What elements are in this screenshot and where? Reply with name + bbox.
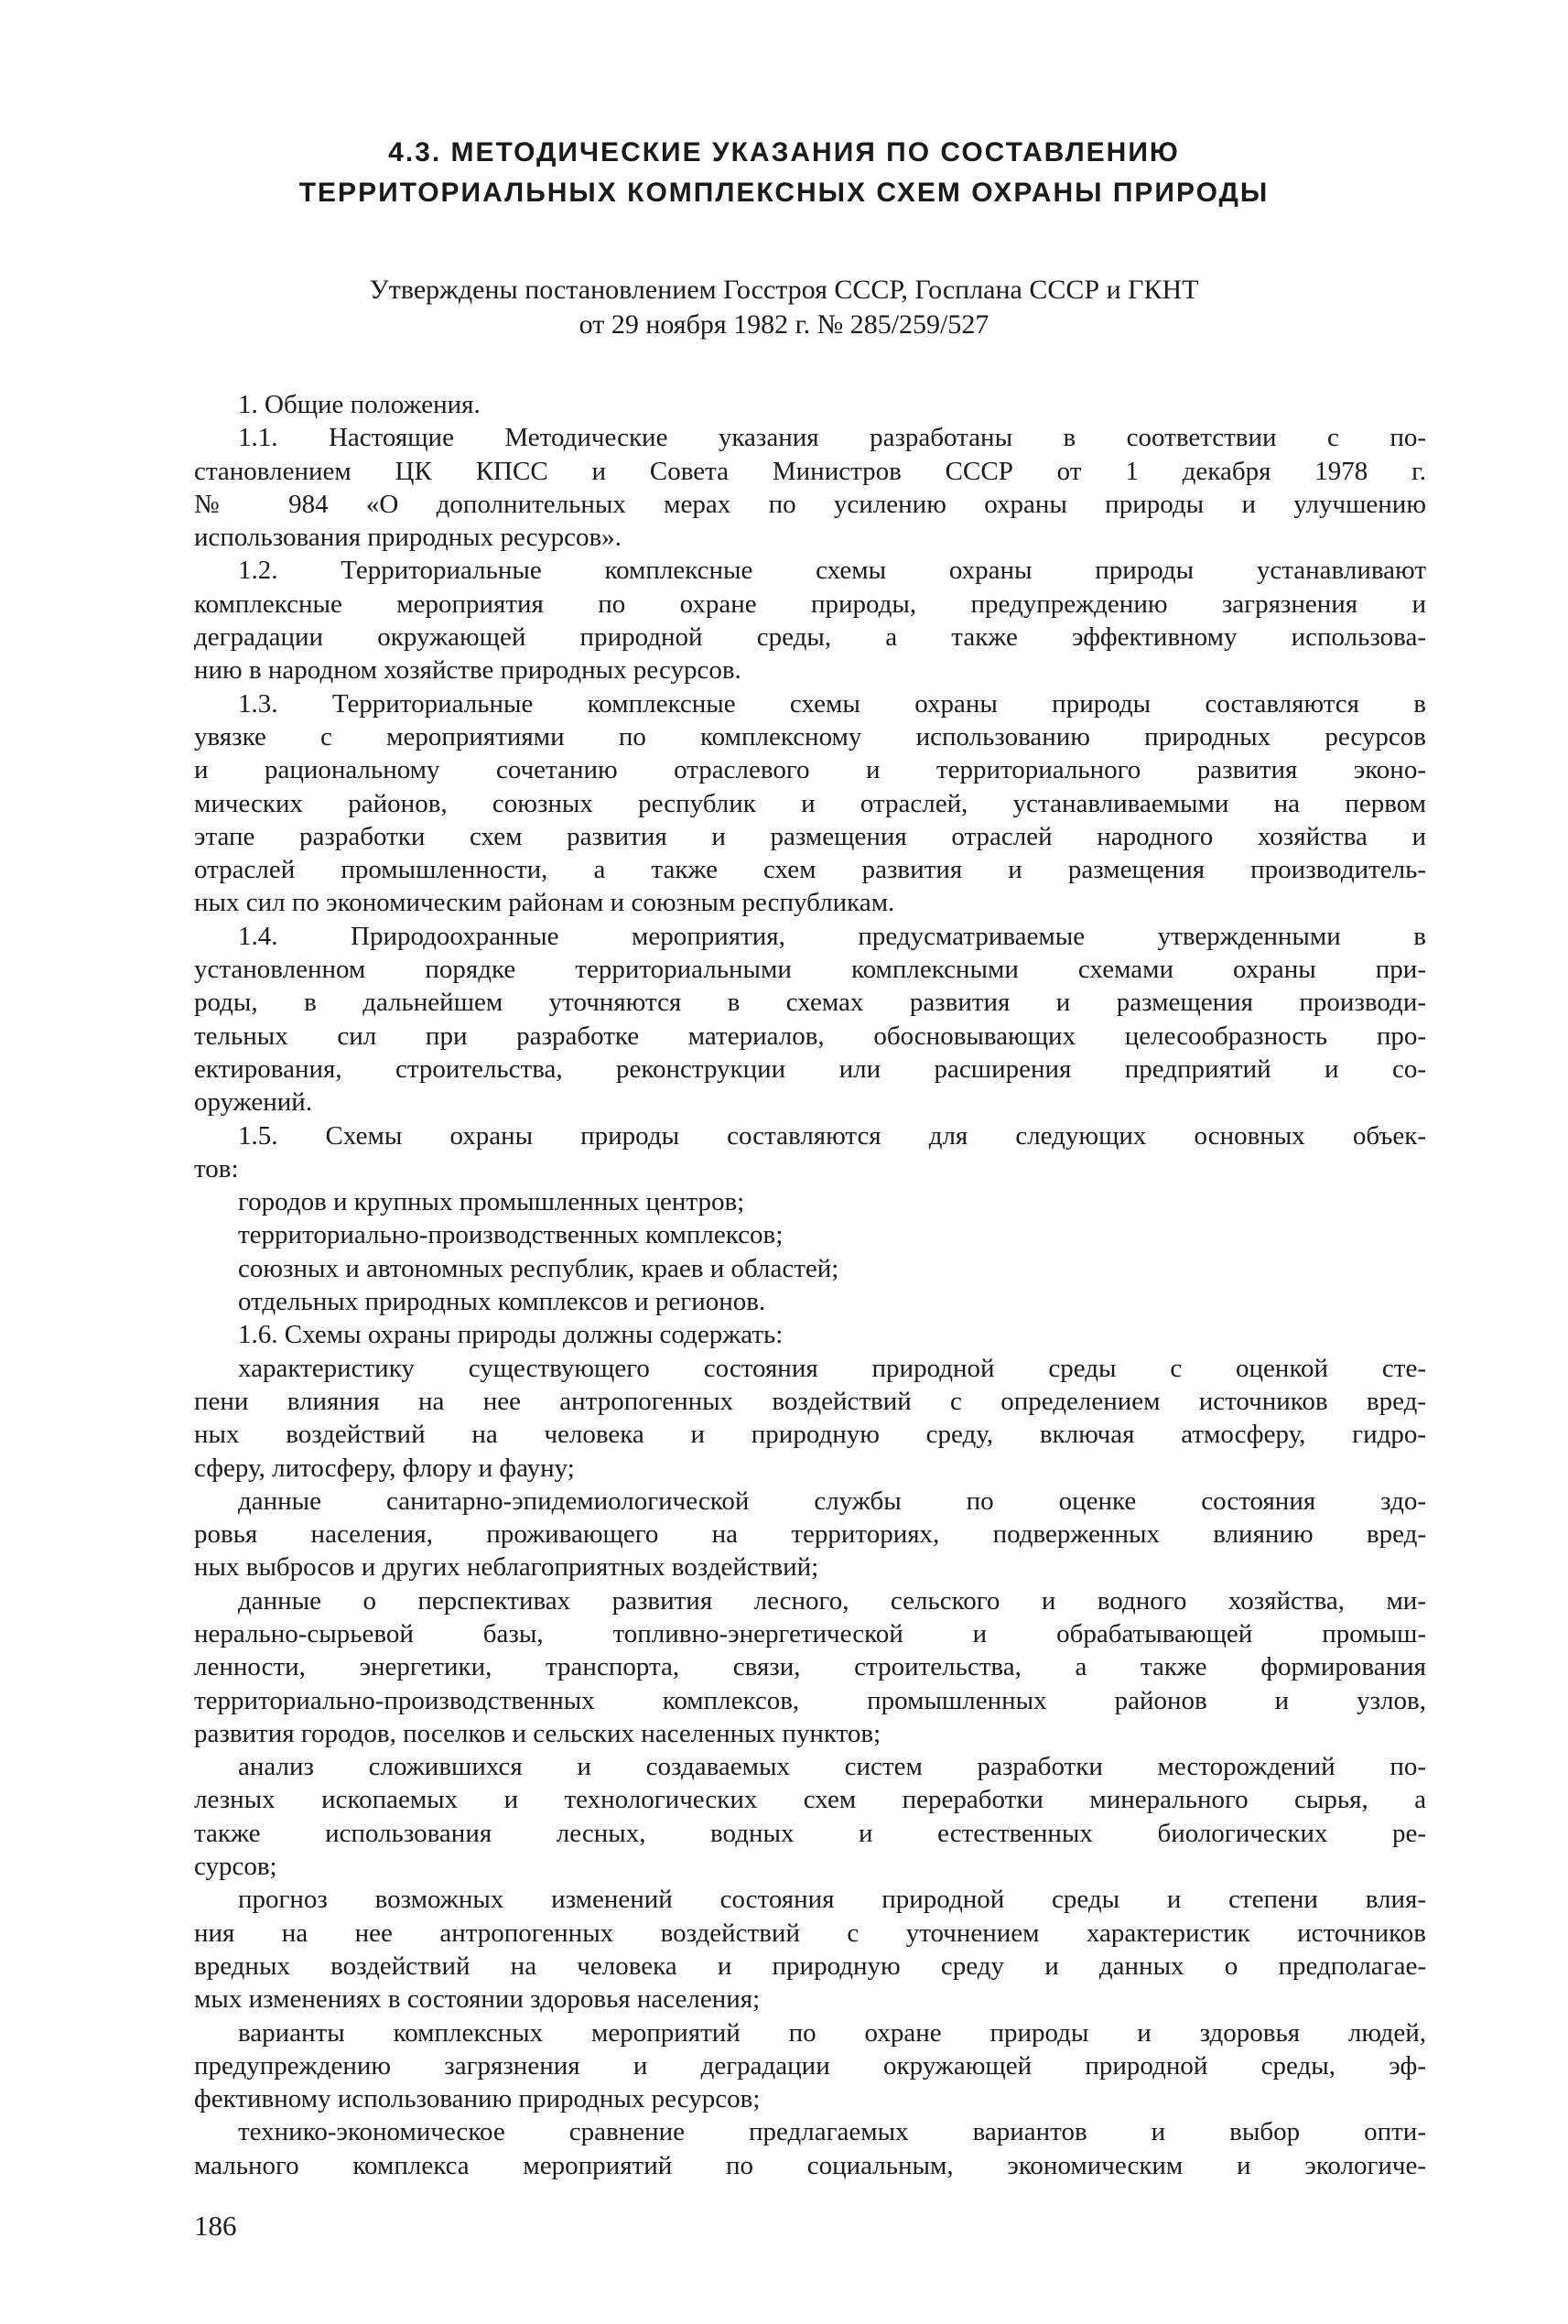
text-line: 1.2. Территориальные комплексные схемы охраны природы устанавливают [238,556,1426,586]
text-line: данные о перспективах развития лесного, сельского и водного хозяйства, ми- [238,1585,1426,1616]
text-line: предупреждению загрязнения и деградации окружающей природной среды, эф- [194,2050,1426,2081]
paragraph [194,1218,1426,1251]
text-line: территориально-производственных комплексов; [238,1220,784,1250]
paragraph [194,1185,1426,1218]
text-line: территориально-производственных комплексов, промышленных районов и узлов, [194,1685,1426,1715]
text-line: развития городов, поселков и сельских населенных пунктов; [194,1718,881,1748]
paragraph [194,1285,1426,1318]
paragraph [194,1119,1426,1186]
text-line: отраслей промышленности, а также схем развития и размещения производитель- [194,855,1426,885]
paragraph [194,554,1426,686]
text-line: сурсов; [194,1852,277,1882]
text-line: комплексные мероприятия по охране природы, предупреждению загрязнения и [194,589,1426,619]
text-line: № 984 «О дополнительных мерах по усилению охраны природы и улучшению [194,489,1426,519]
text-line: анализ сложившихся и создаваемых систем разработки месторождений по- [238,1752,1426,1782]
paragraph [194,920,1426,1119]
paragraph [194,1883,1426,2016]
paragraph [194,1485,1426,1584]
text-line: отдельных природных комплексов и регионов. [238,1287,766,1317]
paragraph [194,1252,1426,1285]
paragraph [194,421,1426,554]
text-line: 1.6. Схемы охраны природы должны содержать: [238,1320,784,1350]
text-line: роды, в дальнейшем уточняются в схемах развития и размещения производи- [194,988,1426,1018]
text-line: фективному использованию природных ресурсов; [194,2084,761,2114]
paragraph [194,1352,1426,1485]
text-line: этапе разработки схем развития и размещения отраслей народного хозяйства и [194,821,1426,851]
text-line: ровья населения, проживающего на территориях, подверженных влиянию вред- [194,1519,1426,1550]
text-line: городов и крупных промышленных центров; [238,1187,745,1217]
text-line: тельных сил при разработке материалов, обосновывающих целесообразность про- [194,1021,1426,1051]
text-line: мических районов, союзных республик и отраслей, устанавливаемыми на первом [194,788,1426,818]
text-line: оружений. [194,1087,313,1118]
section-title-line-2: ТЕРРИТОРИАЛЬНЫХ КОМПЛЕКСНЫХ СХЕМ ОХРАНЫ ПРИРОДЫ [298,178,1270,208]
text-line: ленности, энергетики, транспорта, связи, строительства, а также формирования [194,1652,1426,1682]
text-line: и рациональному сочетанию отраслевого и территориального развития эконо- [194,755,1426,785]
paragraph [194,388,1426,421]
text-line: деградации окружающей природной среды, а также эффективному использова- [194,622,1426,653]
paragraph [194,687,1426,920]
text-line: союзных и автономных республик, краев и областей; [238,1253,839,1283]
text-line: ных сил по экономическим районам и союзным республикам. [194,888,895,918]
text-line: мых изменениях в состоянии здоровья населения; [194,1984,761,2015]
text-line: 1.5. Схемы охраны природы составляются для следующих основных объек- [238,1120,1426,1151]
paragraph [194,1584,1426,1750]
text-line: ных выбросов и других неблагоприятных воздействий; [194,1552,819,1583]
approval-line-2: от 29 ноября 1982 г. № 285/259/527 [579,309,989,340]
text-line: лезных ископаемых и технологических схем переработки минерального сырья, а [194,1785,1426,1815]
paragraph [194,1750,1426,1883]
text-line: нию в народном хозяйстве природных ресурсов. [194,655,741,686]
text-line: варианты комплексных мероприятий по охране природы и здоровья людей, [238,2017,1426,2048]
text-line: 1.1. Настоящие Методические указания разработаны в соответствии с по- [238,423,1426,453]
section-title-line-1: 4.3. МЕТОДИЧЕСКИЕ УКАЗАНИЯ ПО СОСТАВЛЕНИЮ [388,137,1180,168]
text-line: тов: [194,1153,239,1184]
text-line: вредных воздействий на человека и природную среду и данных о предполагае- [194,1951,1426,1981]
text-line: сферу, литосферу, флору и фауну; [194,1453,575,1483]
text-line: характеристику существующего состояния природной среды с оценкой сте- [238,1353,1426,1383]
text-line: ных воздействий на человека и природную среду, включая атмосферу, гидро- [194,1420,1426,1450]
text-line: технико-экономическое сравнение предлагаемых вариантов и выбор опти- [238,2117,1426,2147]
text-line: также использования лесных, водных и естественных биологических ре- [194,1818,1426,1848]
text-line: мального комплекса мероприятий по социальным, экономическим и экологиче- [194,2150,1426,2180]
text-line: 1. Общие положения. [238,390,481,419]
text-line: 1.4. Природоохранные мероприятия, предусматриваемые утвержденными в [238,921,1426,951]
text-line: данные санитарно-эпидемиологической службы по оценке состояния здо- [238,1486,1426,1516]
text-line: увязке с мероприятиями по комплексному использованию природных ресурсов [194,721,1426,751]
text-line: 1.3. Территориальные комплексные схемы охраны природы составляются в [238,688,1426,719]
paragraph [194,2016,1426,2116]
text-line: пени влияния на нее антропогенных воздействий с определением источников вред- [194,1386,1426,1416]
text-line: установленном порядке территориальными комплексными схемами охраны при- [194,955,1426,985]
text-line: использования природных ресурсов». [194,523,622,553]
approval-line-1: Утверждены постановлением Госстроя СССР, Госплана СССР и ГКНТ [369,275,1199,305]
text-line: становлением ЦК КПСС и Совета Министров СССР от 1 декабря 1978 г. [194,456,1426,486]
text-line: прогноз возможных изменений состояния природной среды и степени влия- [238,1885,1426,1915]
text-line: ния на нее антропогенных воздействий с уточнением характеристик источников [194,1918,1426,1948]
text-line: нерально-сырьевой базы, топливно-энергетической и обрабатывающей промыш- [194,1618,1426,1648]
paragraph [194,1318,1426,1351]
paragraph [194,2115,1426,2182]
document-body [194,388,1426,2182]
text-line: ектирования, строительства, реконструкции или расширения предприятий и со- [194,1054,1426,1084]
page-number: 186 [194,2210,237,2242]
